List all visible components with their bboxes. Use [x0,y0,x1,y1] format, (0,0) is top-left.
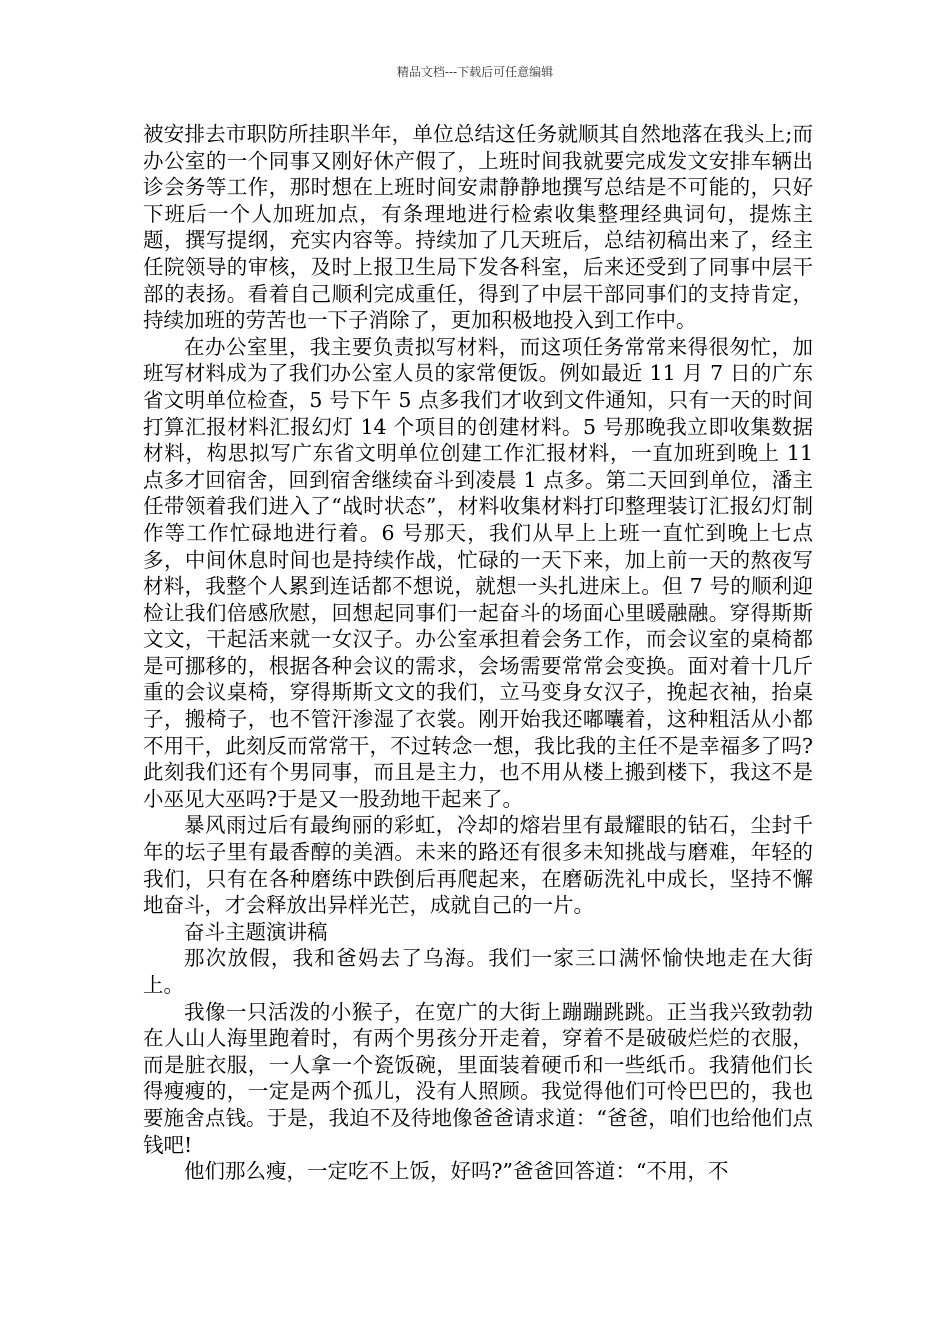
paragraph-4: 那次放假，我和爸妈去了乌海。我们一家三口满怀愉快地走在大街上。 [143,946,813,997]
page-header: 精品文档---下载后可任意编辑 [396,65,554,79]
section-title: 奋斗主题演讲稿 [184,919,328,944]
paragraph-1: 被安排去市职防所挂职半年，单位总结这任务就顺其自然地落在我头上;而办公室的一个同事又刚好休产假了，上班时间我就要完成发文安排车辆出诊会务等工作，那时想在上班时间安肃静静地撰写总结是不可能的，只好下班后一个人加班加点，有条理地进行检索收集整理经典词句，提炼主题，撰写提纲，充实内容等。持续加了几天班后，总结初稿出来了，经主任院领导的审核，及时上报卫生局下发各科室，后来还受到了同事中层干部的表扬。看着自己顺利完成重任，得到了中层干部同事们的支持肯定，持续加班的劳苦也一下子消除了，更加积极地投入到工作中。 [143,122,813,333]
document-body [143,121,813,1185]
paragraph-3: 暴风雨过后有最绚丽的彩虹，冷却的熔岩里有最耀眼的钻石，尘封千年的坛子里有最香醇的美酒。未来的路还有很多未知挑战与磨难，年轻的我们，只有在各种磨练中跌倒后再爬起来，在磨砺洗礼中成长，坚持不懈地奋斗，才会释放出异样光芒，成就自己的一片。 [143,813,813,918]
paragraph-6: 他们那么瘦，一定吃不上饭，好吗?”爸爸回答道：“不用，不 [184,1159,729,1184]
paragraph-2: 在办公室里，我主要负责拟写材料，而这项任务常常来得很匆忙，加班写材料成为了我们办公室人员的家常便饭。例如最近 11 月 7 日的广东省文明单位检查，5 号下午 5 点多我们才收到文件通知，只有一天的时间打算汇报材料汇报幻灯 14 个项目的创建材料。5 号那晚我立即收集数据材料，构思拟写广东省文明单位创建工作汇报材料，一直加班到晚上 11 点多才回宿舍，回到宿舍继续奋斗到凌晨 1 点多。第二天回到单位，潘主任带领着我们进入了“战时状态”，材料收集材料打印整理装订汇报幻灯制作等工作忙碌地进行着。6 号那天，我们从早上上班一直忙到晚上七点多，中间休息时间也是持续作战，忙碌的一天下来，加上前一天的熬夜写材料，我整个人累到连话都不想说，就想一头扎进床上。但 7 号的顺利迎检让我们倍感欣慰，回想起同事们一起奋斗的场面心里暖融融。穿得斯斯文文，干起活来就一女汉子。办公室承担着会务工作，而会议室的桌椅都是可挪移的，根据各种会议的需求，会场需要常常会变换。面对着十几斤重的会议桌椅，穿得斯斯文文的我们，立马变身女汉子，挽起衣袖，抬桌子，搬椅子，也不管汗渗湿了衣裳。刚开始我还嘟囔着，这种粗活从小都不用干，此刻反而常常干，不过转念一想，我比我的主任不是幸福多了吗?此刻我们还有个男同事，而且是主力，也不用从楼上搬到楼下，我这不是小巫见大巫吗?于是又一股劲地干起来了。 [143,334,813,811]
paragraph-5: 我像一只活泼的小猴子，在宽广的大街上蹦蹦跳跳。正当我兴致勃勃在人山人海里跑着时，有两个男孩分开走着，穿着不是破破烂烂的衣服，而是脏衣服，一人拿一个瓷饭碗，里面装着硬币和一些纸币。我猜他们长得瘦瘦的，一定是两个孤儿，没有人照顾。我觉得他们可怜巴巴的，我也要施舍点钱。于是，我迫不及待地像爸爸请求道：“爸爸，咱们也给他们点钱吧! [143,999,813,1157]
